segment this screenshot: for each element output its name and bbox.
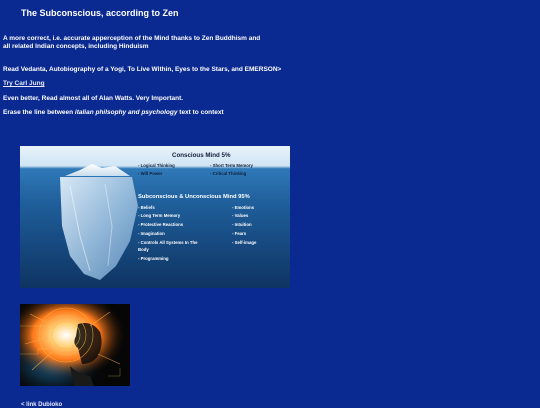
carl-jung-link[interactable]: Try Carl Jung <box>3 80 45 87</box>
intro-line-2: all related Indian concepts, including Hinduism <box>3 42 149 50</box>
unconscious-item: - Controls All Systems In The <box>138 240 198 245</box>
unconscious-item: - Imagination <box>138 231 165 236</box>
unconscious-item: - Fears <box>232 231 247 236</box>
conscious-mind-title: Conscious Mind 5% <box>172 152 231 159</box>
conscious-item: - Will Power <box>138 171 163 176</box>
page-title: The Subconscious, according to Zen <box>21 8 179 18</box>
unconscious-item: - Values <box>232 213 249 218</box>
erase-line-italic: italian philsophy and psychology <box>74 109 178 116</box>
unconscious-item: - Intuition <box>232 222 252 227</box>
conscious-item: - Logical Thinking <box>138 163 175 168</box>
iceberg-tip <box>65 164 130 176</box>
erase-line-suffix: text to context <box>177 109 224 116</box>
unconscious-item: - Protective Reactions <box>138 222 184 227</box>
unconscious-item: - Self-image <box>232 240 257 245</box>
footer-link[interactable]: < link Dubioko <box>21 402 63 408</box>
erase-line-prefix: Erase the line between <box>3 109 75 116</box>
unconscious-item: - Beliefs <box>138 205 155 210</box>
unconscious-mind-title: Subconscious & Unconscious Mind 95% <box>138 194 250 200</box>
unconscious-item: - Emotions <box>232 205 255 210</box>
unconscious-item: Body <box>138 247 149 252</box>
reading-list-paragraph: Read Vedanta, Autobiography of a Yogi, To Live Within, Eyes to the Stars, and EMERSON> <box>3 66 282 73</box>
glowing-brain-image <box>20 304 130 386</box>
unconscious-item: - Long Term Memory <box>138 213 181 218</box>
intro-line-1: A more correct, i.e. accurate apperception of the Mind thanks to Zen Buddhism and <box>3 35 261 42</box>
erase-line-paragraph <box>3 109 224 117</box>
brain-graphic <box>20 304 130 386</box>
conscious-item: - Short Term Memory <box>210 163 253 168</box>
alan-watts-paragraph: Even better, Read almost all of Alan Watts. Very Important. <box>3 95 184 102</box>
iceberg-image <box>20 146 290 288</box>
intro-paragraph <box>3 35 260 50</box>
conscious-item: - Critical Thinking <box>210 171 247 176</box>
unconscious-item: - Programming <box>138 256 169 261</box>
